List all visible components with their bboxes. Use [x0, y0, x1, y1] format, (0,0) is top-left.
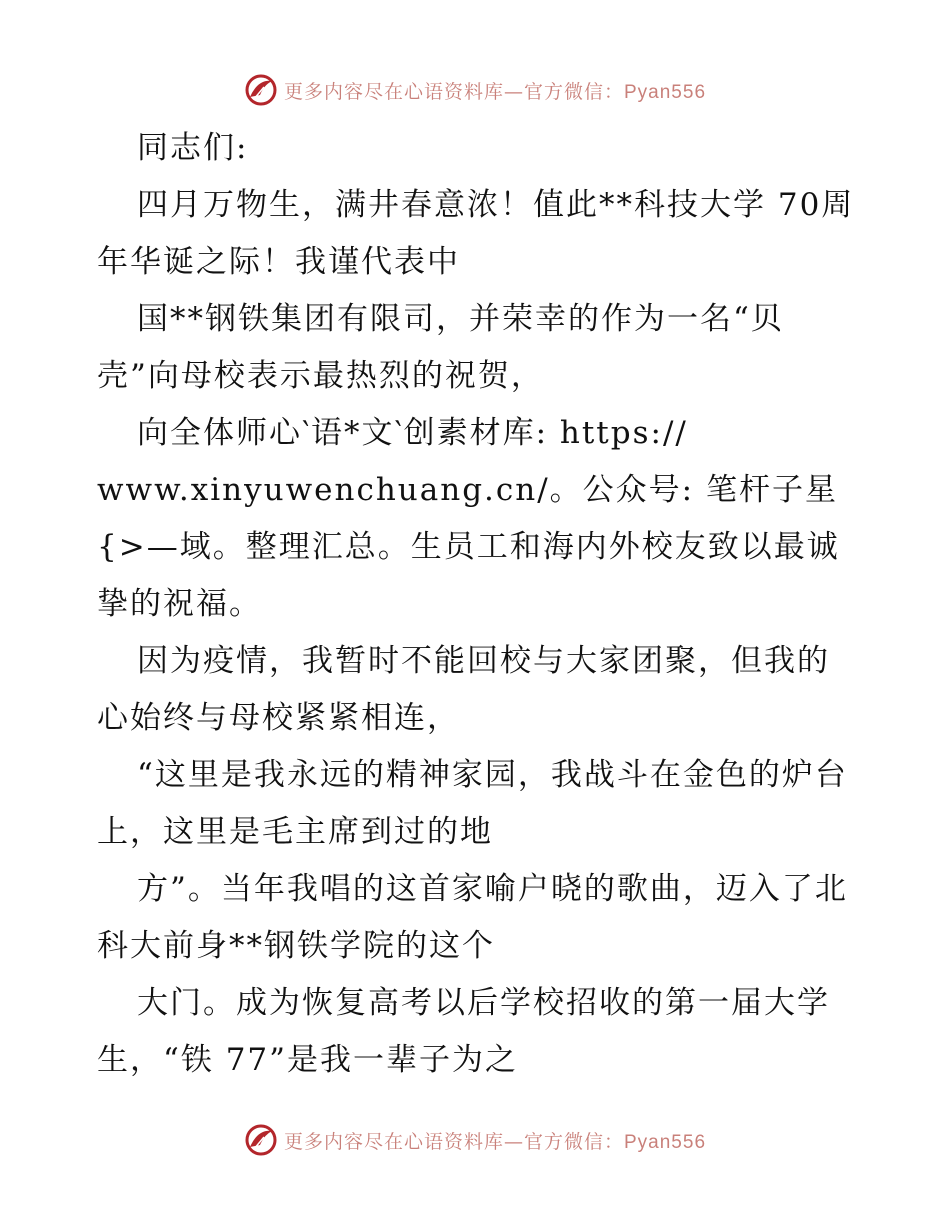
watermark-text	[284, 77, 706, 104]
red-pen-nib-logo-icon	[244, 73, 278, 107]
document-body	[97, 120, 857, 1089]
red-pen-nib-logo-icon	[244, 1123, 278, 1157]
greeting-line: 同志们:	[137, 130, 249, 166]
paragraph-5: 因为疫情，我暂时不能回校与大家团聚，但我的心始终与母校紧紧相连，	[97, 643, 830, 736]
watermark-brand-text: 更多内容尽在心语资料库—官方微信：	[283, 1130, 624, 1153]
paragraph-4: www.xinyuwenchuang.cn/。公众号: 笔杆子星{>—域。整理汇总。生员工和海内外校友致以最诚挚的祝福。	[97, 472, 840, 622]
header-watermark	[0, 70, 950, 110]
footer-watermark	[0, 1120, 950, 1160]
paragraph-6: “这里是我永远的精神家园，我战斗在金色的炉台上，这里是毛主席到过的地	[97, 757, 848, 850]
paragraph-7: 方”。当年我唱的这首家喻户晓的歌曲，迈入了北科大前身**钢铁学院的这个	[97, 871, 848, 964]
paragraph-1: 四月万物生，满井春意浓！值此**科技大学 70周年华诞之际！我谨代表中	[97, 187, 855, 280]
paragraph-8: 大门。成为恢复高考以后学校招收的第一届大学生，“铁 77”是我一辈子为之	[97, 985, 830, 1078]
paragraph-2: 国**钢铁集团有限司，并荣幸的作为一名“贝壳”向母校表示最热烈的祝贺，	[97, 301, 784, 394]
watermark-wechat-id: Pyan556	[624, 81, 707, 103]
watermark-brand-text: 更多内容尽在心语资料库—官方微信：	[283, 80, 624, 103]
watermark-wechat-id: Pyan556	[624, 1131, 707, 1153]
watermark-text	[284, 1127, 706, 1154]
paragraph-3: 向全体师心‵语*文‵创素材库: https://	[137, 415, 688, 451]
